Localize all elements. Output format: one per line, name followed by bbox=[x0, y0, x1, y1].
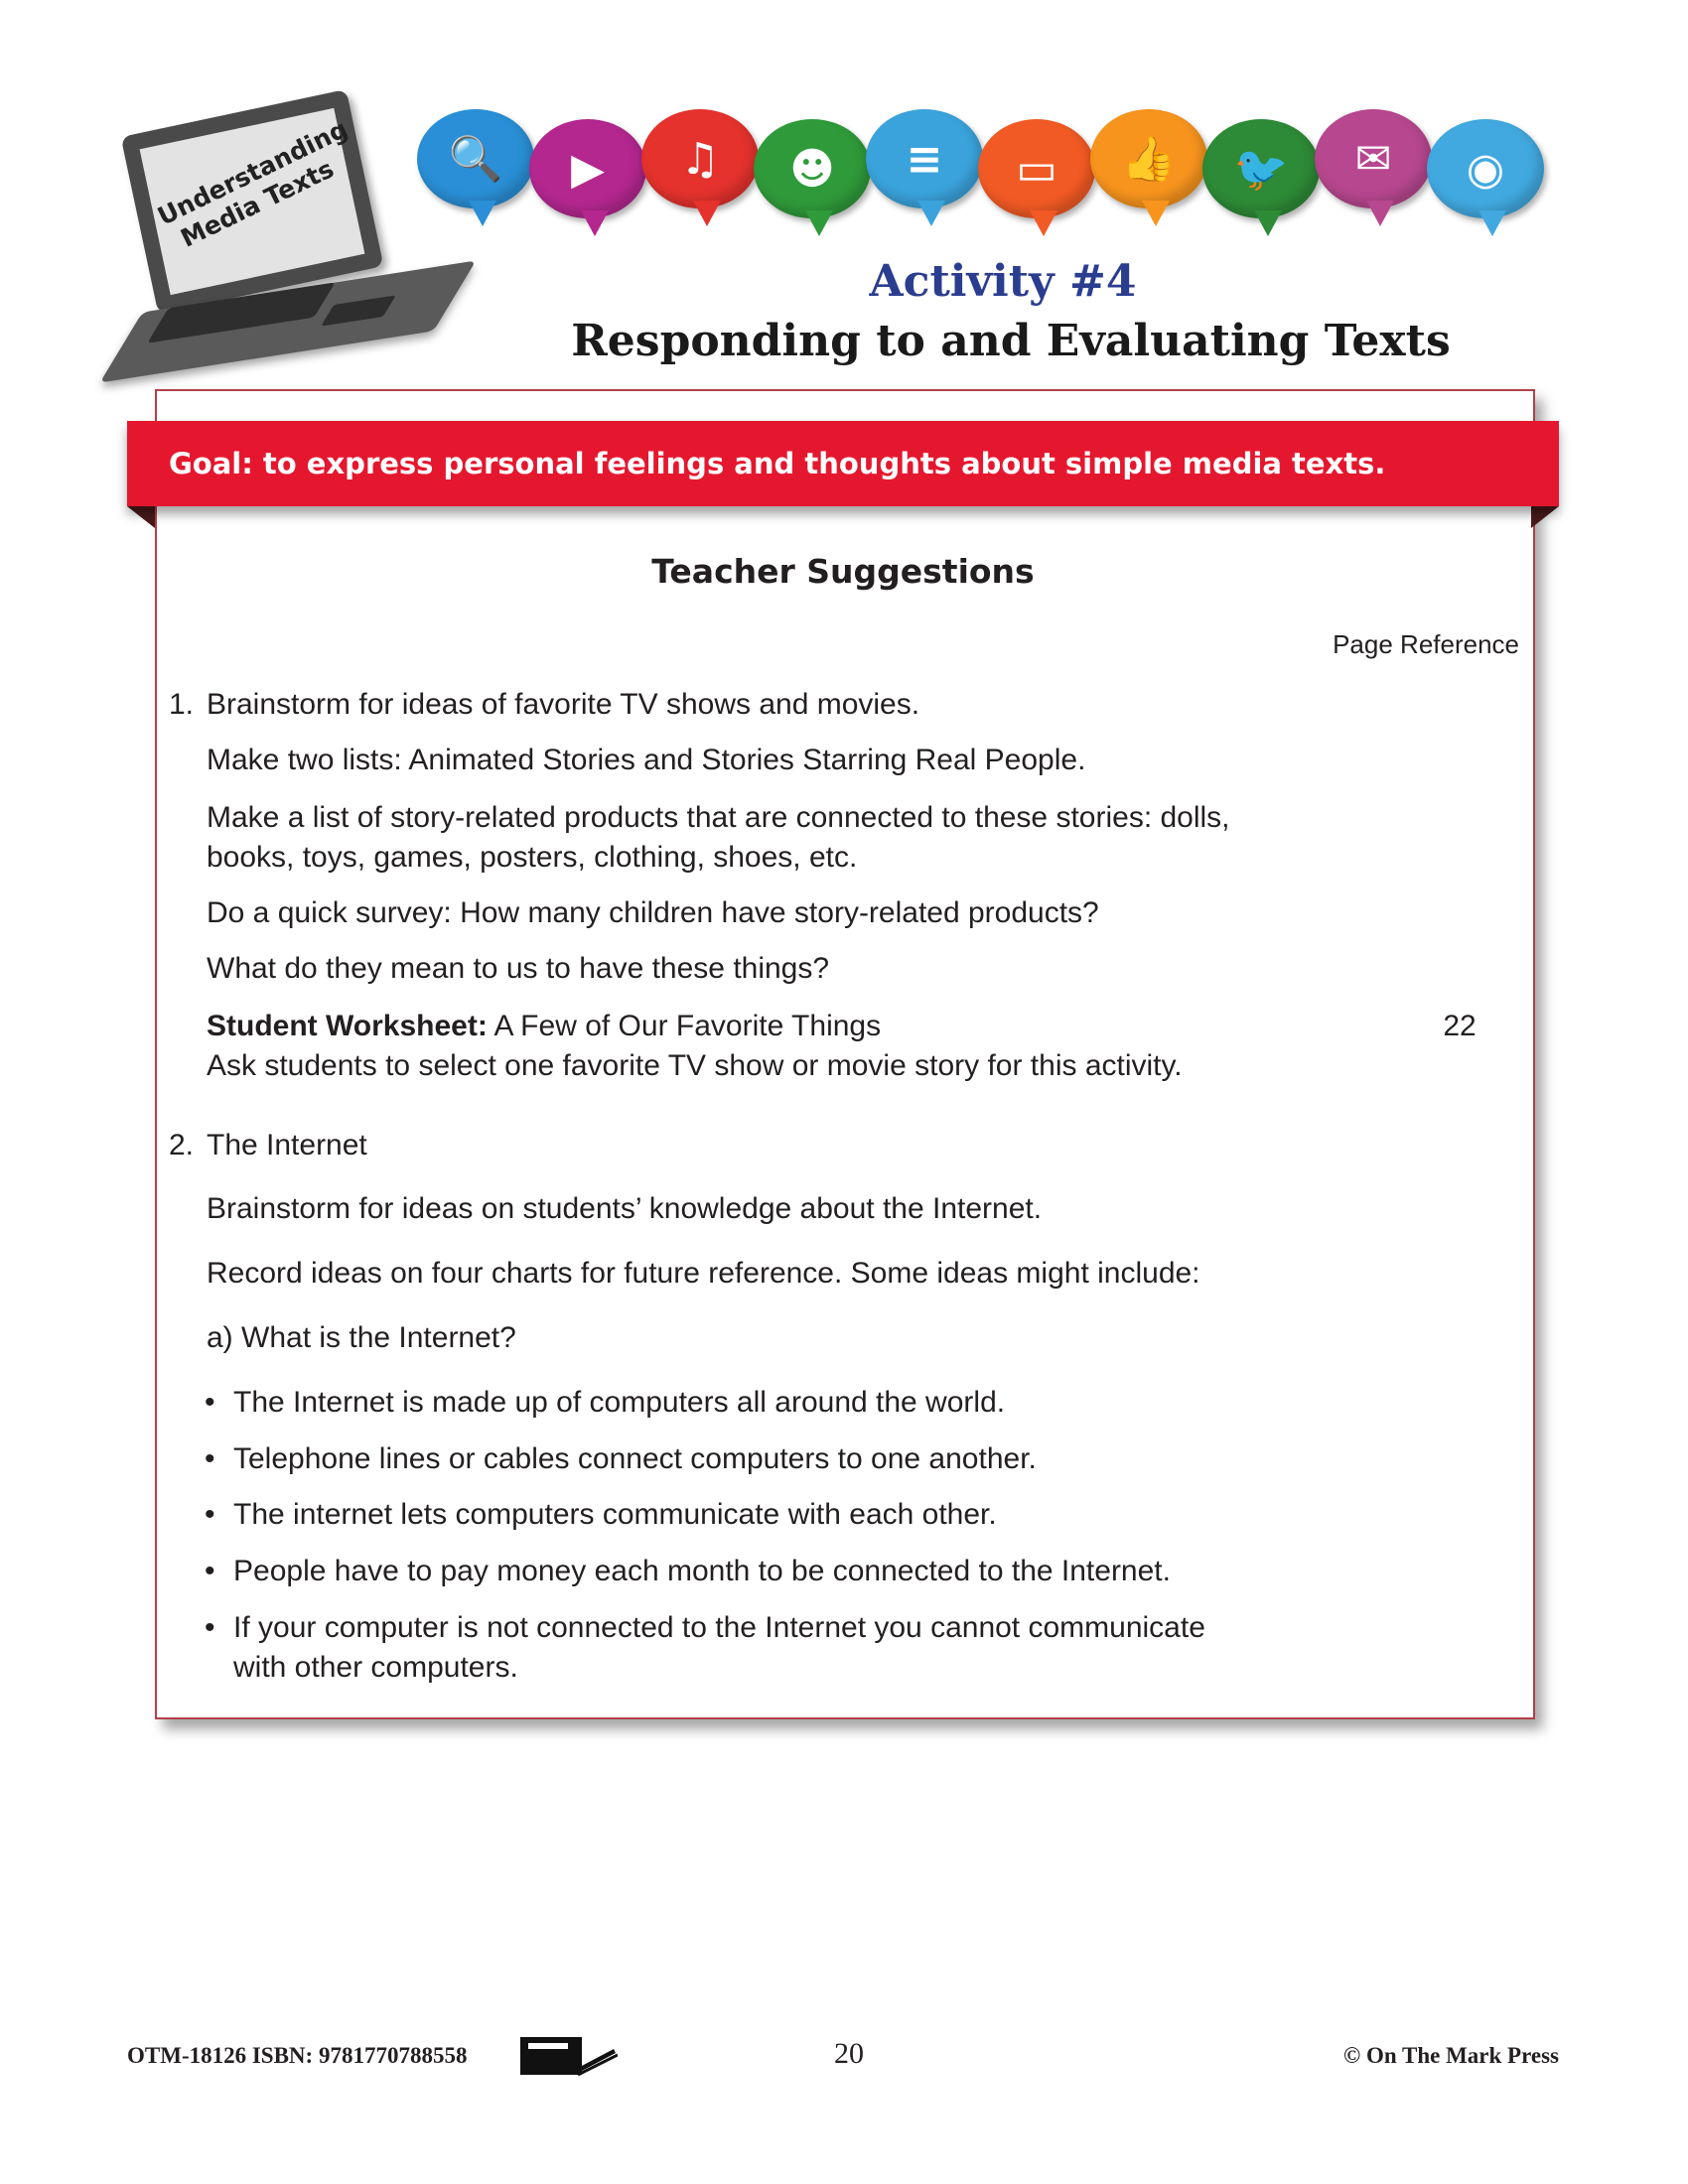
worksheet-title: A Few of Our Favorite Things bbox=[487, 1010, 882, 1042]
ribbon-fold-right bbox=[1531, 506, 1559, 528]
bullet-item: People have to pay money each month to be connected to the Internet. bbox=[233, 1555, 1171, 1587]
bullet-marker: • bbox=[205, 1442, 215, 1475]
page-reference-header: Page Reference bbox=[1333, 629, 1519, 659]
laptop-title: Understanding Media Texts bbox=[153, 114, 352, 253]
goal-banner: Goal: to express personal feelings and thoughts about simple media texts. bbox=[127, 421, 1559, 506]
footer-copyright: © On The Mark Press bbox=[1343, 2043, 1559, 2068]
item1-line: Make two lists: Animated Stories and Stories Starring Real People. bbox=[207, 744, 1086, 776]
bullet-item-continued: with other computers. bbox=[233, 1651, 518, 1684]
item2-line: Brainstorm for ideas on students’ knowledge about the Internet. bbox=[207, 1192, 1043, 1225]
play-icon: ▶ bbox=[529, 119, 646, 218]
worksheet-note: Ask students to select one favorite TV show or movie story for this activity. bbox=[207, 1049, 1183, 1082]
bullet-item: The Internet is made up of computers all around the world. bbox=[233, 1386, 1006, 1419]
worksheet-line bbox=[207, 1007, 881, 1046]
people-icon: ☻ bbox=[754, 119, 871, 218]
bullet-marker: • bbox=[205, 1555, 215, 1587]
publisher-logo-icon bbox=[518, 2031, 618, 2079]
item1-line: Do a quick survey: How many children have story-related products? bbox=[207, 896, 1099, 929]
bullet-item: Telephone lines or cables connect computers to one another. bbox=[233, 1442, 1037, 1475]
page-title: Responding to and Evaluating Texts bbox=[571, 316, 1451, 366]
activity-number: Activity #4 bbox=[869, 256, 1137, 307]
item2-subheading: a) What is the Internet? bbox=[207, 1321, 516, 1354]
worksheet-label: Student Worksheet: bbox=[207, 1010, 488, 1042]
mail-icon: ✉ bbox=[1315, 109, 1432, 208]
item1-line: What do they mean to us to have these things? bbox=[207, 952, 830, 985]
page-number: 20 bbox=[834, 2037, 864, 2070]
laptop-logo bbox=[127, 91, 465, 379]
bullet-marker: • bbox=[205, 1611, 215, 1644]
ribbon-fold-left bbox=[127, 506, 155, 528]
footer-isbn: OTM-18126 ISBN: 9781770788558 bbox=[127, 2043, 468, 2068]
item1-line: books, toys, games, posters, clothing, shoes, etc. bbox=[207, 841, 858, 874]
item1-line: Brainstorm for ideas of favorite TV shows and movies. bbox=[207, 688, 920, 721]
item2-line: Record ideas on four charts for future reference. Some ideas might include: bbox=[207, 1257, 1200, 1290]
rss-icon: ◉ bbox=[1427, 119, 1544, 218]
item-number-2: 2. bbox=[169, 1129, 195, 1161]
search-icon: 🔍 bbox=[417, 109, 534, 208]
monitor-icon: ▭ bbox=[978, 119, 1095, 218]
worksheet-page-reference: 22 bbox=[1443, 1010, 1477, 1042]
section-title: Teacher Suggestions bbox=[651, 552, 1035, 591]
thumbs-up-icon: 👍 bbox=[1090, 109, 1207, 208]
bullet-item: If your computer is not connected to the Internet you cannot communicate bbox=[233, 1611, 1205, 1644]
bullet-marker: • bbox=[205, 1498, 215, 1531]
chat-icon: ≡ bbox=[866, 109, 983, 208]
item2-heading: The Internet bbox=[207, 1129, 367, 1161]
item1-line: Make a list of story-related products that are connected to these stories: dolls, bbox=[207, 801, 1230, 834]
music-icon: ♫ bbox=[641, 109, 759, 208]
bullet-marker: • bbox=[205, 1386, 215, 1419]
item-number-1: 1. bbox=[169, 688, 195, 721]
social-media-icon-row bbox=[417, 109, 1559, 258]
bird-icon: 🐦 bbox=[1202, 119, 1320, 218]
bullet-item: The internet lets computers communicate with each other. bbox=[233, 1498, 997, 1531]
